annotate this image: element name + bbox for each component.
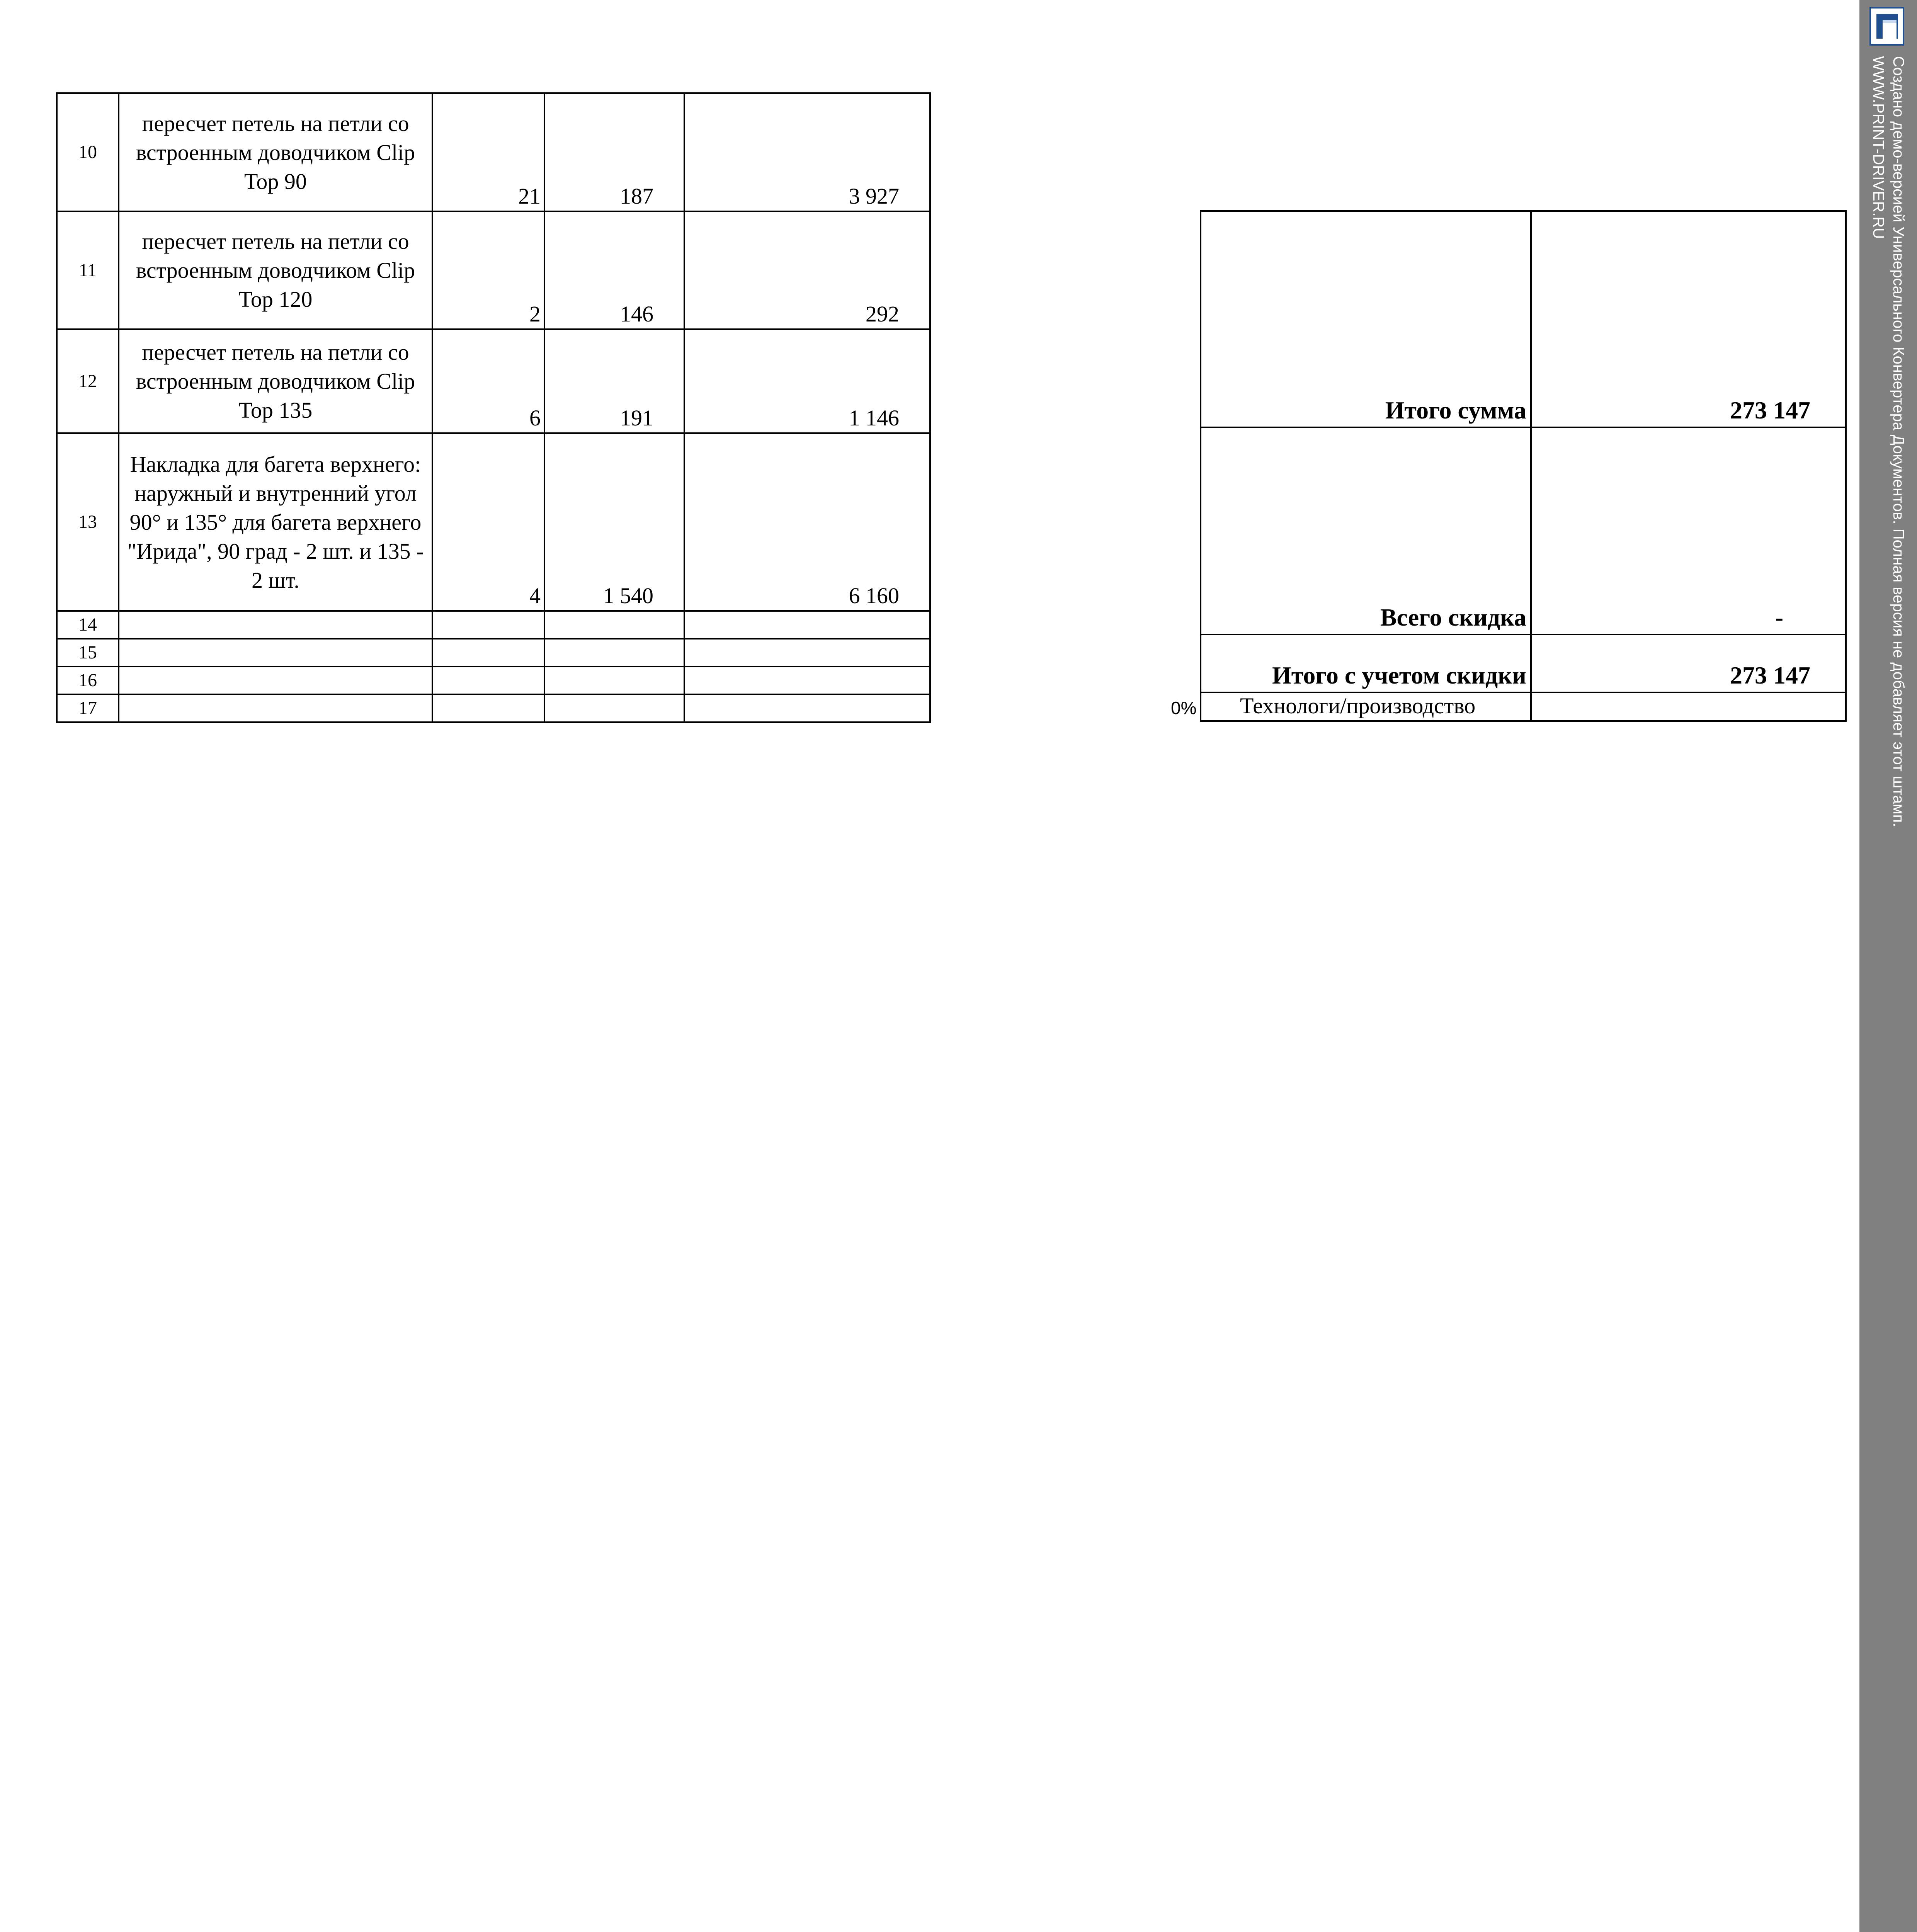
item-price <box>544 639 684 667</box>
tech-label: Технологи/производство <box>1201 692 1531 721</box>
item-name <box>119 611 432 639</box>
row-number: 14 <box>57 611 119 639</box>
item-name <box>119 639 432 667</box>
table-row <box>57 639 930 667</box>
item-quantity <box>432 611 544 639</box>
item-quantity <box>432 667 544 694</box>
table-row <box>57 329 930 433</box>
item-quantity <box>432 694 544 722</box>
item-price: 1 540 <box>544 433 684 611</box>
item-price <box>544 667 684 694</box>
tech-value <box>1531 692 1846 721</box>
converter-logo-icon <box>1869 7 1904 46</box>
total-sum-label: Итого сумма <box>1201 211 1531 427</box>
row-number: 16 <box>57 667 119 694</box>
row-number: 10 <box>57 93 119 211</box>
row-number: 17 <box>57 694 119 722</box>
total-with-discount-value: 273 147 <box>1531 634 1846 692</box>
total-sum-value: 273 147 <box>1531 211 1846 427</box>
discount-value: - <box>1531 427 1846 634</box>
watermark-line-1: Создано демо-версией Универсального Конвертера Документов. Полная версия не добавляет этот штамп. <box>1890 56 1907 827</box>
watermark-text <box>1868 56 1908 827</box>
row-number: 13 <box>57 433 119 611</box>
item-quantity: 2 <box>432 211 544 329</box>
tech-row <box>1201 692 1846 721</box>
table-row <box>57 433 930 611</box>
item-total <box>684 639 930 667</box>
discount-label: Всего скидка <box>1201 427 1531 634</box>
item-price: 191 <box>544 329 684 433</box>
discount-row <box>1201 427 1846 634</box>
total-sum-row <box>1201 211 1846 427</box>
total-with-discount-row <box>1201 634 1846 692</box>
item-name <box>119 694 432 722</box>
item-quantity: 6 <box>432 329 544 433</box>
row-number: 12 <box>57 329 119 433</box>
item-price: 146 <box>544 211 684 329</box>
item-total: 1 146 <box>684 329 930 433</box>
item-name: пересчет петель на петли со встроенным доводчиком Clip Top 90 <box>119 93 432 211</box>
item-total: 3 927 <box>684 93 930 211</box>
total-with-discount-label: Итого с учетом скидки <box>1201 634 1531 692</box>
item-quantity <box>432 639 544 667</box>
item-total: 292 <box>684 211 930 329</box>
item-price <box>544 611 684 639</box>
table-row <box>57 694 930 722</box>
item-price: 187 <box>544 93 684 211</box>
item-name: пересчет петель на петли со встроенным доводчиком Clip Top 135 <box>119 329 432 433</box>
table-row <box>57 611 930 639</box>
table-row <box>57 211 930 329</box>
table-row <box>57 93 930 211</box>
item-quantity: 21 <box>432 93 544 211</box>
item-total <box>684 611 930 639</box>
item-name: Накладка для багета верхнего: наружный и внутренний угол 90° и 135° для багета верхнего "Ирида", 90 град - 2 шт. и 135 - 2 шт. <box>119 433 432 611</box>
item-total <box>684 694 930 722</box>
row-number: 11 <box>57 211 119 329</box>
item-total: 6 160 <box>684 433 930 611</box>
item-quantity: 4 <box>432 433 544 611</box>
row-number: 15 <box>57 639 119 667</box>
items-table <box>56 92 931 723</box>
item-name <box>119 667 432 694</box>
watermark-line-2: WWW.PRINT-DRIVER.RU <box>1870 56 1887 239</box>
item-price <box>544 694 684 722</box>
item-total <box>684 667 930 694</box>
totals-table <box>1200 210 1847 722</box>
table-row <box>57 667 930 694</box>
tech-percent: 0% <box>1171 698 1197 718</box>
item-name: пересчет петель на петли со встроенным доводчиком Clip Top 120 <box>119 211 432 329</box>
